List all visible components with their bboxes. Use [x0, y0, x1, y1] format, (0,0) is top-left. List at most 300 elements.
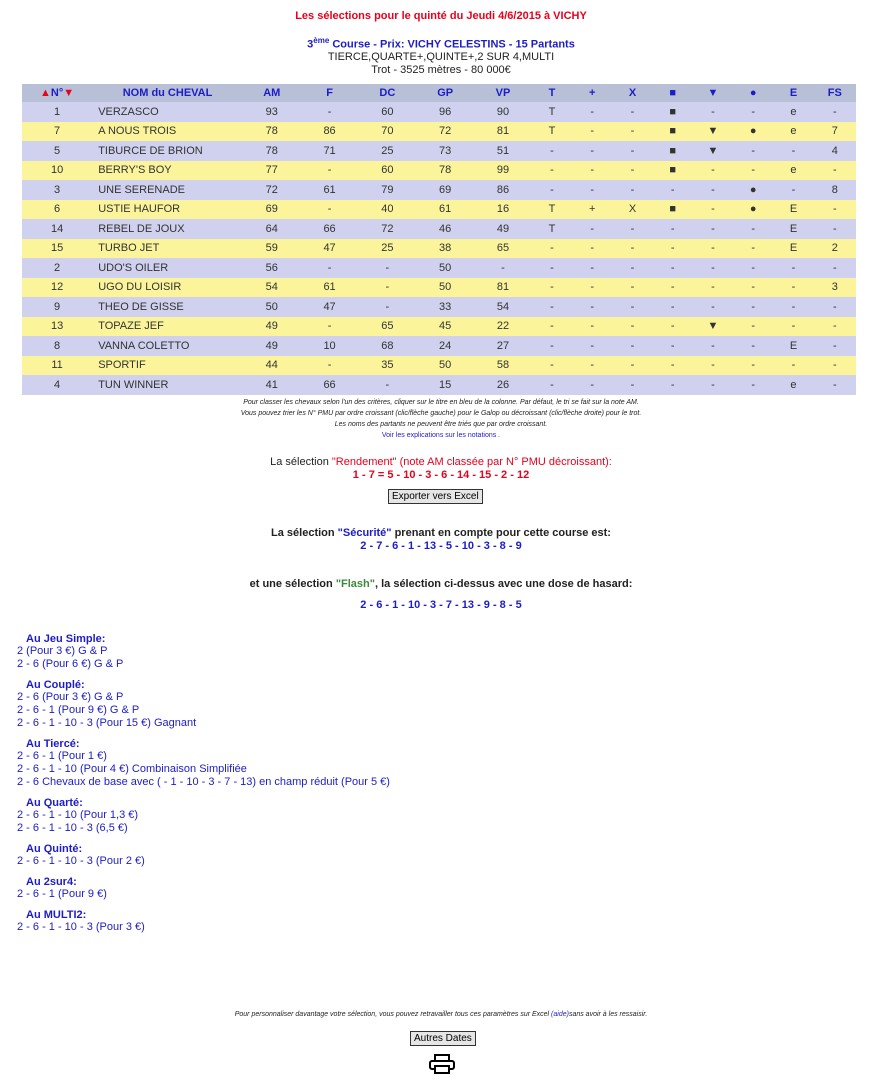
- cell-plus: +: [572, 200, 612, 220]
- cell-vp: 99: [474, 161, 532, 181]
- cell-num: 6: [22, 200, 92, 220]
- sort-desc-icon[interactable]: ▼: [63, 87, 75, 99]
- cell-square: ■: [653, 122, 693, 142]
- rendement-label: La sélection "Rendement" (note AM classée par N° PMU décroissant):: [270, 456, 612, 468]
- cell-vp: 51: [474, 141, 532, 161]
- cell-num: 13: [22, 317, 92, 337]
- column-triangle-header[interactable]: ▼: [693, 84, 733, 102]
- cell-dot: ●: [733, 122, 773, 142]
- cell-num: 7: [22, 122, 92, 142]
- cell-gp: 50: [416, 356, 474, 376]
- cell-name: VERZASCO: [92, 102, 243, 122]
- table-row: [22, 200, 856, 220]
- cell-triangle: ▼: [693, 122, 733, 142]
- cell-gp: 72: [416, 122, 474, 142]
- cell-dc: -: [358, 297, 416, 317]
- cell-am: 54: [243, 278, 301, 298]
- cell-num: 14: [22, 219, 92, 239]
- cell-e: E: [773, 336, 813, 356]
- rendement-sequence: 1 - 7 = 5 - 10 - 3 - 6 - 14 - 15 - 2 - 12: [352, 469, 530, 481]
- cell-square: -: [653, 180, 693, 200]
- cell-gp: 78: [416, 161, 474, 181]
- cell-square: ■: [653, 141, 693, 161]
- cell-dot: -: [733, 278, 773, 298]
- cell-triangle: -: [693, 200, 733, 220]
- cell-e: E: [773, 200, 813, 220]
- cell-square: -: [653, 375, 693, 395]
- cell-dc: -: [358, 278, 416, 298]
- cell-e: -: [773, 317, 813, 337]
- cell-num: 15: [22, 239, 92, 259]
- cell-fs: 3: [814, 278, 856, 298]
- cell-f: 61: [301, 278, 359, 298]
- bet-block: [17, 909, 617, 934]
- cell-square: -: [653, 356, 693, 376]
- course-number-suffix: ème: [313, 36, 330, 45]
- cell-triangle: -: [693, 239, 733, 259]
- bet-line: 2 - 6 - 1 (Pour 9 €): [17, 888, 107, 900]
- cell-e: E: [773, 219, 813, 239]
- course-number: 3: [307, 38, 314, 51]
- cell-num: 1: [22, 102, 92, 122]
- cell-x: -: [612, 258, 652, 278]
- table-row: [22, 122, 856, 142]
- cell-dot: -: [733, 336, 773, 356]
- cell-gp: 73: [416, 141, 474, 161]
- cell-f: -: [301, 161, 359, 181]
- cell-am: 44: [243, 356, 301, 376]
- cell-am: 59: [243, 239, 301, 259]
- cell-e: -: [773, 278, 813, 298]
- bet-line: 2 - 6 - 1 - 10 - 3 (Pour 3 €): [17, 921, 145, 933]
- cell-t: -: [532, 317, 572, 337]
- cell-t: -: [532, 141, 572, 161]
- cell-e: -: [773, 297, 813, 317]
- cell-x: -: [612, 122, 652, 142]
- cell-f: -: [301, 356, 359, 376]
- table-row: [22, 356, 856, 376]
- cell-gp: 50: [416, 258, 474, 278]
- bet-title: Au Quarté:: [26, 797, 83, 809]
- cell-t: -: [532, 375, 572, 395]
- column-x-header[interactable]: X: [612, 84, 652, 102]
- bet-line: 2 - 6 (Pour 3 €) G & P: [17, 691, 124, 703]
- bet-block: [17, 797, 617, 835]
- table-row: [22, 297, 856, 317]
- cell-dot: -: [733, 239, 773, 259]
- autres-dates-button[interactable]: Autres Dates: [410, 1031, 476, 1046]
- bet-title: Au 2sur4:: [26, 876, 77, 888]
- cell-gp: 96: [416, 102, 474, 122]
- cell-vp: 54: [474, 297, 532, 317]
- cell-e: -: [773, 141, 813, 161]
- cell-num: 10: [22, 161, 92, 181]
- cell-am: 72: [243, 180, 301, 200]
- cell-am: 69: [243, 200, 301, 220]
- cell-plus: -: [572, 102, 612, 122]
- note-line: Les noms des partants ne peuvent être triés que par ordre croissant.: [334, 421, 548, 428]
- bet-line: 2 - 6 Chevaux de base avec ( - 1 - 10 - 3 - 7 - 13) en champ réduit (Pour 5 €): [17, 776, 390, 788]
- table-row: [22, 278, 856, 298]
- flash-name: "Flash": [335, 578, 375, 590]
- cell-dot: ●: [733, 200, 773, 220]
- cell-am: 77: [243, 161, 301, 181]
- cell-am: 78: [243, 122, 301, 142]
- cell-dc: 40: [358, 200, 416, 220]
- cell-triangle: -: [693, 219, 733, 239]
- cell-dot: -: [733, 356, 773, 376]
- cell-triangle: -: [693, 375, 733, 395]
- course-title: [0, 36, 882, 51]
- cell-am: 56: [243, 258, 301, 278]
- cell-fs: -: [814, 219, 856, 239]
- table-row: [22, 375, 856, 395]
- cell-name: TIBURCE DE BRION: [92, 141, 243, 161]
- cell-gp: 24: [416, 336, 474, 356]
- cell-vp: 58: [474, 356, 532, 376]
- cell-e: e: [773, 161, 813, 181]
- cell-f: 61: [301, 180, 359, 200]
- cell-num: 3: [22, 180, 92, 200]
- table-row: [22, 219, 856, 239]
- cell-name: VANNA COLETTO: [92, 336, 243, 356]
- cell-triangle: -: [693, 278, 733, 298]
- column-num-header[interactable]: ▲N°▼: [22, 84, 92, 102]
- table-row: [22, 180, 856, 200]
- cell-name: TOPAZE JEF: [92, 317, 243, 337]
- cell-t: -: [532, 239, 572, 259]
- table-row: [22, 336, 856, 356]
- cell-vp: 27: [474, 336, 532, 356]
- cell-x: -: [612, 180, 652, 200]
- cell-triangle: -: [693, 258, 733, 278]
- bet-types: TIERCE,QUARTE+,QUINTE+,2 SUR 4,MULTI: [327, 51, 555, 63]
- cell-am: 93: [243, 102, 301, 122]
- cell-fs: -: [814, 375, 856, 395]
- cell-plus: -: [572, 356, 612, 376]
- column-am-header[interactable]: AM: [243, 84, 301, 102]
- cell-plus: -: [572, 141, 612, 161]
- bet-line: 2 - 6 - 1 - 10 - 3 (Pour 2 €): [17, 855, 145, 867]
- cell-dc: 72: [358, 219, 416, 239]
- cell-gp: 50: [416, 278, 474, 298]
- cell-plus: -: [572, 180, 612, 200]
- cell-x: -: [612, 336, 652, 356]
- cell-square: ■: [653, 161, 693, 181]
- bet-title: Au MULTI2:: [26, 909, 87, 921]
- cell-plus: -: [572, 161, 612, 181]
- cell-vp: -: [474, 258, 532, 278]
- cell-t: -: [532, 180, 572, 200]
- cell-fs: 7: [814, 122, 856, 142]
- cell-plus: -: [572, 258, 612, 278]
- cell-gp: 61: [416, 200, 474, 220]
- bet-title: Au Quinté:: [26, 843, 83, 855]
- cell-f: 71: [301, 141, 359, 161]
- cell-f: -: [301, 258, 359, 278]
- cell-dc: 70: [358, 122, 416, 142]
- page-title: Les sélections pour le quinté du Jeudi 4/6/2015 à VICHY: [295, 10, 587, 22]
- bet-line: 2 - 6 (Pour 6 €) G & P: [17, 658, 124, 670]
- securite-label: La sélection "Sécurité" prenant en compte pour cette course est:: [271, 527, 611, 539]
- cell-num: 9: [22, 297, 92, 317]
- cell-name: BERRY'S BOY: [92, 161, 243, 181]
- cell-num: 2: [22, 258, 92, 278]
- bet-title: Au Tiercé:: [26, 738, 80, 750]
- help-link[interactable]: (aide): [551, 1011, 569, 1018]
- bet-title: Au Couplé:: [26, 679, 85, 691]
- cell-triangle: -: [693, 180, 733, 200]
- cell-gp: 15: [416, 375, 474, 395]
- cell-vp: 81: [474, 278, 532, 298]
- bet-block: [17, 738, 617, 789]
- cell-vp: 22: [474, 317, 532, 337]
- cell-gp: 38: [416, 239, 474, 259]
- cell-am: 41: [243, 375, 301, 395]
- cell-plus: -: [572, 375, 612, 395]
- bet-block: [17, 679, 617, 730]
- cell-dc: 60: [358, 161, 416, 181]
- cell-name: SPORTIF: [92, 356, 243, 376]
- cell-x: X: [612, 200, 652, 220]
- table-row: [22, 161, 856, 181]
- cell-fs: -: [814, 161, 856, 181]
- cell-dot: -: [733, 161, 773, 181]
- cell-name: USTIE HAUFOR: [92, 200, 243, 220]
- cell-dc: 25: [358, 141, 416, 161]
- cell-am: 49: [243, 317, 301, 337]
- cell-dc: 68: [358, 336, 416, 356]
- cell-fs: -: [814, 102, 856, 122]
- cell-e: e: [773, 375, 813, 395]
- cell-am: 49: [243, 336, 301, 356]
- sort-asc-icon[interactable]: ▲: [40, 87, 51, 99]
- cell-x: -: [612, 317, 652, 337]
- course-name: Course - Prix: VICHY CELESTINS - 15 Partants: [329, 38, 575, 51]
- cell-vp: 86: [474, 180, 532, 200]
- cell-num: 4: [22, 375, 92, 395]
- cell-dc: 35: [358, 356, 416, 376]
- table-row: [22, 239, 856, 259]
- bet-line: 2 - 6 - 1 - 10 - 3 (Pour 15 €) Gagnant: [17, 717, 197, 729]
- cell-square: ■: [653, 200, 693, 220]
- cell-vp: 16: [474, 200, 532, 220]
- bet-line: 2 - 6 - 1 - 10 (Pour 4 €) Combinaison Simplifiée: [17, 763, 247, 775]
- cell-am: 50: [243, 297, 301, 317]
- table-row: [22, 317, 856, 337]
- cell-vp: 90: [474, 102, 532, 122]
- note-line: Vous pouvez trier les N° PMU par ordre croissant (clic/flèche gauche) pour le Galop ou décroissant (clic/flèche droite) pour le trot.: [240, 410, 642, 417]
- cell-am: 78: [243, 141, 301, 161]
- cell-vp: 26: [474, 375, 532, 395]
- cell-name: UDO'S OILER: [92, 258, 243, 278]
- cell-f: 86: [301, 122, 359, 142]
- cell-e: E: [773, 239, 813, 259]
- cell-e: e: [773, 102, 813, 122]
- cell-square: -: [653, 297, 693, 317]
- cell-t: T: [532, 102, 572, 122]
- cell-x: -: [612, 297, 652, 317]
- cell-fs: -: [814, 258, 856, 278]
- table-header-row: [22, 84, 856, 102]
- cell-dot: -: [733, 297, 773, 317]
- bet-suggestions: [17, 633, 617, 942]
- cell-triangle: -: [693, 356, 733, 376]
- cell-x: -: [612, 161, 652, 181]
- notation-explanations-link[interactable]: Voir les explications sur les notations: [381, 432, 497, 439]
- sort-instructions: [0, 397, 882, 441]
- cell-gp: 46: [416, 219, 474, 239]
- column-dc-header[interactable]: DC: [358, 84, 416, 102]
- cell-vp: 81: [474, 122, 532, 142]
- cell-name: UNE SERENADE: [92, 180, 243, 200]
- cell-name: THEO DE GISSE: [92, 297, 243, 317]
- column-square-header[interactable]: ■: [653, 84, 693, 102]
- flash-sequence: 2 - 6 - 1 - 10 - 3 - 7 - 13 - 9 - 8 - 5: [360, 599, 522, 611]
- flash-label: et une sélection "Flash", la sélection ci-dessus avec une dose de hasard:: [249, 578, 633, 590]
- cell-dot: -: [733, 258, 773, 278]
- cell-t: -: [532, 278, 572, 298]
- export-excel-button[interactable]: Exporter vers Excel: [388, 489, 483, 504]
- column-gp-header[interactable]: GP: [416, 84, 474, 102]
- column-plus-header[interactable]: +: [572, 84, 612, 102]
- column-t-header[interactable]: T: [532, 84, 572, 102]
- cell-x: -: [612, 102, 652, 122]
- cell-num: 8: [22, 336, 92, 356]
- cell-t: T: [532, 219, 572, 239]
- cell-name: TURBO JET: [92, 239, 243, 259]
- cell-dot: ●: [733, 180, 773, 200]
- cell-num: 12: [22, 278, 92, 298]
- cell-e: -: [773, 180, 813, 200]
- cell-am: 64: [243, 219, 301, 239]
- cell-num: 11: [22, 356, 92, 376]
- cell-f: 47: [301, 297, 359, 317]
- cell-square: -: [653, 219, 693, 239]
- excel-note: Pour personnaliser davantage votre sélection, vous pouvez retravailler tous ces paramètres sur Excel (aide)sans avoir à les ressaisir.: [234, 1011, 648, 1018]
- cell-square: -: [653, 258, 693, 278]
- cell-t: T: [532, 200, 572, 220]
- cell-vp: 49: [474, 219, 532, 239]
- cell-plus: -: [572, 278, 612, 298]
- printer-icon[interactable]: [428, 1054, 456, 1074]
- cell-dot: -: [733, 141, 773, 161]
- note-line: Pour classer les chevaux selon l'un des critères, cliquer sur le titre en bleu de la colonne. Par défaut, le tri se fait sur la note AM.: [243, 399, 639, 406]
- cell-e: -: [773, 258, 813, 278]
- cell-fs: 2: [814, 239, 856, 259]
- rendement-name: "Rendement" (note AM classée par N° PMU décroissant):: [331, 456, 612, 468]
- securite-name: "Sécurité": [337, 527, 392, 539]
- column-fs-header[interactable]: FS: [814, 84, 856, 102]
- cell-plus: -: [572, 239, 612, 259]
- cell-f: -: [301, 200, 359, 220]
- cell-triangle: -: [693, 297, 733, 317]
- cell-e: -: [773, 356, 813, 376]
- cell-dc: -: [358, 375, 416, 395]
- cell-f: 66: [301, 375, 359, 395]
- cell-x: -: [612, 239, 652, 259]
- cell-gp: 45: [416, 317, 474, 337]
- cell-square: -: [653, 336, 693, 356]
- cell-fs: -: [814, 336, 856, 356]
- cell-t: -: [532, 336, 572, 356]
- cell-dc: 65: [358, 317, 416, 337]
- cell-f: 10: [301, 336, 359, 356]
- cell-f: 66: [301, 219, 359, 239]
- horses-table: [22, 84, 856, 395]
- cell-f: 47: [301, 239, 359, 259]
- cell-vp: 65: [474, 239, 532, 259]
- cell-triangle: ▼: [693, 317, 733, 337]
- race-info: Trot - 3525 mètres - 80 000€: [371, 64, 511, 76]
- column-f-header[interactable]: F: [301, 84, 359, 102]
- cell-square: -: [653, 317, 693, 337]
- cell-t: -: [532, 258, 572, 278]
- column-dot-header[interactable]: ●: [733, 84, 773, 102]
- column-vp-header[interactable]: VP: [474, 84, 532, 102]
- bet-block: [17, 876, 617, 901]
- cell-dc: 79: [358, 180, 416, 200]
- cell-dc: 25: [358, 239, 416, 259]
- securite-sequence: 2 - 7 - 6 - 1 - 13 - 5 - 10 - 3 - 8 - 9: [360, 540, 522, 552]
- cell-x: -: [612, 141, 652, 161]
- bet-line: 2 - 6 - 1 - 10 (Pour 1,3 €): [17, 809, 139, 821]
- bet-line: 2 - 6 - 1 (Pour 1 €): [17, 750, 107, 762]
- bet-line: 2 (Pour 3 €) G & P: [17, 645, 108, 657]
- cell-f: -: [301, 102, 359, 122]
- cell-t: -: [532, 356, 572, 376]
- cell-dot: -: [733, 375, 773, 395]
- cell-plus: -: [572, 122, 612, 142]
- cell-square: -: [653, 278, 693, 298]
- cell-triangle: -: [693, 102, 733, 122]
- cell-fs: -: [814, 356, 856, 376]
- cell-name: REBEL DE JOUX: [92, 219, 243, 239]
- cell-t: T: [532, 122, 572, 142]
- bet-block: [17, 633, 617, 671]
- cell-name: TUN WINNER: [92, 375, 243, 395]
- cell-name: UGO DU LOISIR: [92, 278, 243, 298]
- cell-triangle: -: [693, 161, 733, 181]
- cell-dot: -: [733, 102, 773, 122]
- note-suffix: .: [496, 432, 501, 439]
- cell-e: e: [773, 122, 813, 142]
- cell-gp: 69: [416, 180, 474, 200]
- column-e-header[interactable]: E: [773, 84, 813, 102]
- bet-line: 2 - 6 - 1 - 10 - 3 (6,5 €): [17, 822, 128, 834]
- cell-dot: -: [733, 317, 773, 337]
- cell-x: -: [612, 356, 652, 376]
- bet-title: Au Jeu Simple:: [26, 633, 106, 645]
- cell-fs: -: [814, 317, 856, 337]
- cell-fs: -: [814, 297, 856, 317]
- table-body: [22, 102, 856, 395]
- cell-square: -: [653, 239, 693, 259]
- cell-fs: 4: [814, 141, 856, 161]
- cell-f: -: [301, 317, 359, 337]
- cell-plus: -: [572, 336, 612, 356]
- cell-x: -: [612, 278, 652, 298]
- bet-block: [17, 843, 617, 868]
- column-name-header[interactable]: NOM du CHEVAL: [92, 84, 243, 102]
- cell-fs: 8: [814, 180, 856, 200]
- cell-num: 5: [22, 141, 92, 161]
- bet-line: 2 - 6 - 1 (Pour 9 €) G & P: [17, 704, 140, 716]
- cell-plus: -: [572, 297, 612, 317]
- cell-x: -: [612, 219, 652, 239]
- cell-dc: -: [358, 258, 416, 278]
- cell-plus: -: [572, 317, 612, 337]
